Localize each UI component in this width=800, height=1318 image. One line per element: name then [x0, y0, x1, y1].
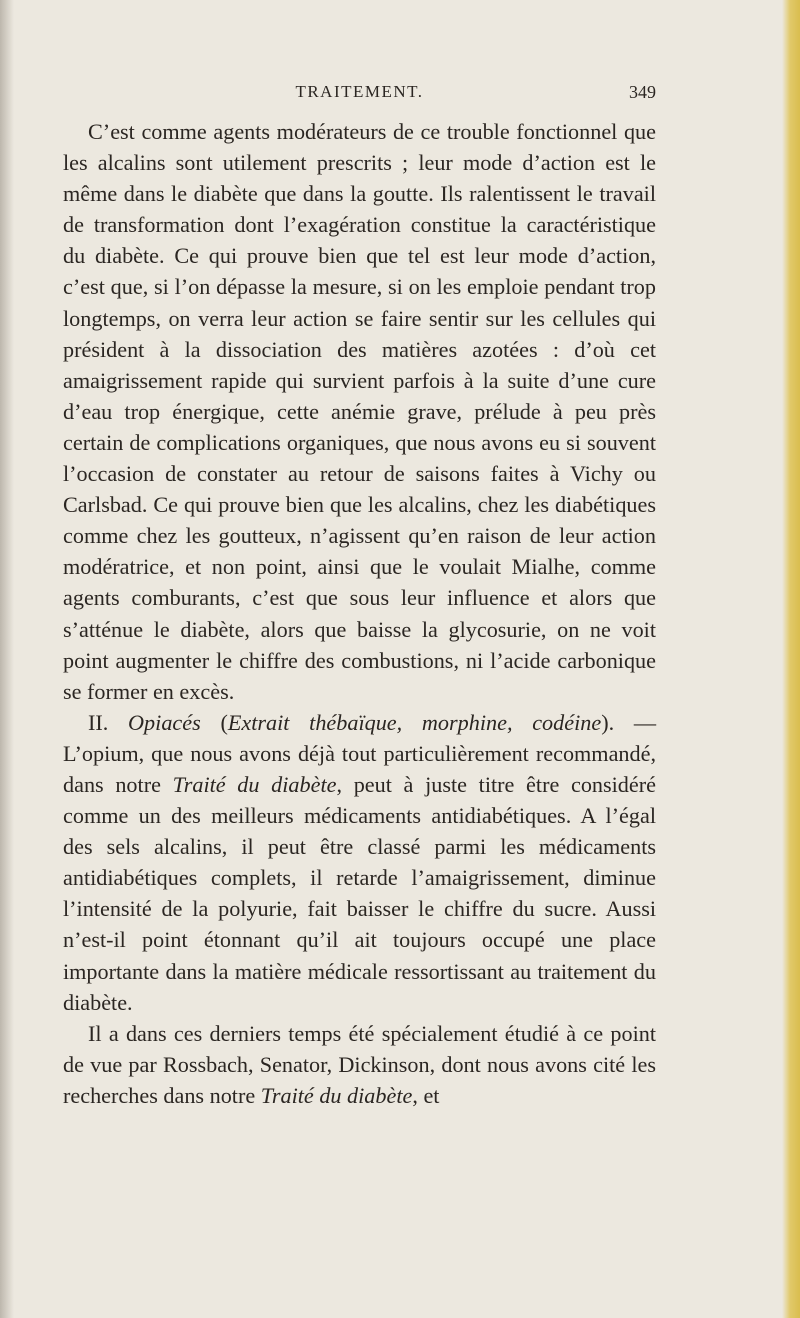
page-number: 349	[629, 82, 656, 102]
section-number: II.	[88, 709, 129, 735]
paragraph-text: L’opium, que nous avons déjà tout particulièrement recommandé, dans notre	[63, 740, 656, 797]
book-title: Traité du diabète	[260, 1082, 413, 1108]
page-header	[63, 82, 656, 110]
book-title: Traité du diabète	[172, 771, 337, 797]
paragraph-alcalins: C’est comme agents modérateurs de ce trouble fonctionnel que les alcalins sont utilement prescrits ; leur mode d’action est le même dans le diabète que dans la goutte. Ils ralentissent le travail de transformation dont l’exagération constitue la caractéristique du diabète. Ce qui prouve bien que tel est leur mode d’action, c’est que, si l’on dépasse la mesure, si on les emploie pendant trop longtemps, on verra leur action se faire sentir sur les cellules qui président à la dissociation des matières azotées : d’où cet amaigrissement rapide qui survient parfois à la suite d’une cure d’eau trop énergique, cette anémie grave, prélude à peu près certain de complications organiques, que nous avons eu si souvent l’occasion de constater au retour de saisons faites à Vichy ou Carlsbad. Ce qui prouve bien que les alcalins, chez les diabétiques comme chez les goutteux, n’agissent qu’en raison de leur action modératrice, et non point, ainsi que le voulait Mialhe, comme agents comburants, c’est que sous leur influence et alors que s’atténue le diabète, alors que baisse la glycosurie, on ne voit point augmenter le chiffre des combustions, ni l’acide carbonique se former en excès.	[63, 119, 656, 704]
paragraph-rossbach	[63, 1018, 656, 1111]
paren-open: (	[200, 709, 228, 735]
binding-shadow	[0, 0, 14, 1318]
section-title: Opiacés	[128, 709, 201, 735]
paragraph-text: , peut à juste titre être considéré comme un des meilleurs médicaments antidiabétiques. A l’égal des sels alcalins, il peut être classé parmi les médicaments antidiabétiques complets, il retarde l’amaigrissement, diminue l’intensité de la polyurie, fait baisser le chiffre du sucre. Aussi n’est-il point étonnant qu’il ait toujours occupé une place importante dans la matière médicale ressortissant au traitement du diabète.	[63, 771, 656, 1015]
paragraph-text: , et	[412, 1082, 440, 1108]
body-text	[63, 116, 656, 1111]
paren-close: ). —	[601, 709, 657, 735]
paragraph-text: Il a dans ces derniers temps été spécialement étudié à ce point de vue par Rossbach, Senator, Dickinson, dont nous avons cité les recherches dans notre	[63, 1020, 656, 1108]
page-edge	[782, 0, 800, 1318]
section-subtitle: Extrait thébaïque, morphine, codéine	[227, 709, 602, 735]
running-head: TRAITEMENT.	[295, 82, 424, 101]
paragraph-opiaces	[63, 707, 656, 1018]
